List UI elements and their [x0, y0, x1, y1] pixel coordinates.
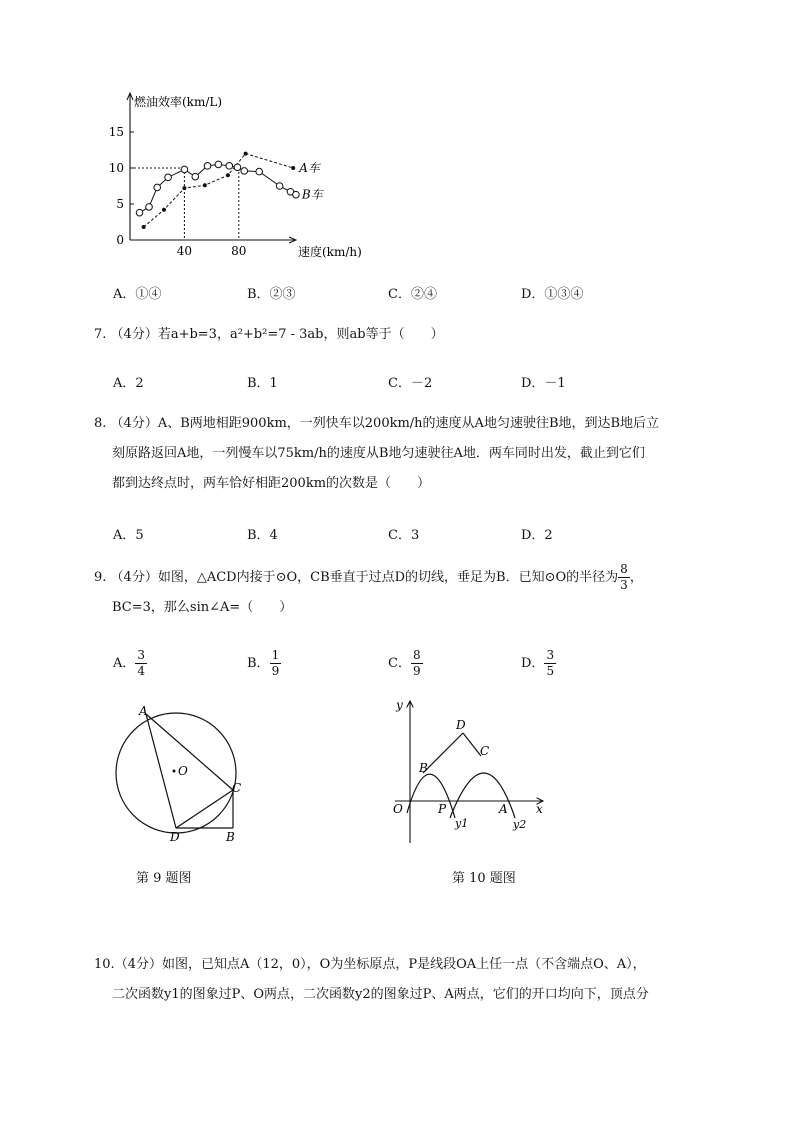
q9-line1-end: ，	[629, 570, 643, 585]
q9-option-b-num: 1	[271, 648, 280, 662]
series-b-point	[226, 163, 233, 170]
q9-option-d	[521, 648, 556, 679]
q8-option-c: C．3	[388, 528, 420, 543]
series-b-line	[140, 164, 296, 212]
y-axis-label: 燃油效率(km/L)	[134, 95, 223, 109]
series-b-point	[215, 161, 222, 168]
series-b-point	[146, 204, 153, 211]
segment-dc	[463, 733, 481, 756]
q9-option-b-den: 9	[271, 664, 280, 678]
series-a-label: A车	[299, 161, 320, 175]
q8-line1: A、B两地相距900km，一列快车以200km/h的速度从A地匀速驶往B地，到达B地后立	[157, 416, 660, 431]
q10-number: 10.	[94, 957, 115, 972]
parabola-y1	[407, 774, 455, 818]
question-10	[94, 950, 649, 1010]
fig10-label-p: P	[438, 802, 447, 816]
series-a-point	[226, 173, 230, 177]
q8-option-b: B．4	[247, 528, 278, 543]
series-b-point	[276, 183, 283, 190]
fig9-label-c: C	[232, 781, 242, 795]
segment-ad	[146, 714, 176, 828]
fuel-efficiency-chart	[100, 88, 380, 266]
fig10-label-o: O	[393, 802, 403, 816]
q7-option-d: D．－1	[521, 376, 566, 391]
fig9-label-d: D	[170, 830, 180, 844]
fig9-label-o: O	[178, 764, 188, 778]
q9-option-d-label: D．	[521, 656, 545, 671]
q8-number: 8.	[94, 416, 107, 431]
question-7	[94, 320, 444, 350]
series-a-point	[291, 166, 295, 170]
q7-option-a: A．2	[113, 376, 144, 391]
fig10-label-x: x	[536, 802, 543, 816]
q9-option-a-num: 3	[137, 648, 146, 662]
q9-option-b	[247, 648, 281, 679]
q10-line1: 如图，已知点A（12，0），O为坐标原点，P是线段OA上任一点（不含端点O、A），	[161, 957, 646, 972]
y-tick-label: 15	[108, 125, 124, 139]
q6-option-a: A．①④	[113, 287, 162, 302]
q9-option-d-den: 5	[546, 664, 555, 678]
series-b-point	[154, 184, 161, 191]
series-b-point	[192, 173, 199, 180]
q7-number: 7.	[94, 327, 107, 342]
series-a-point	[203, 183, 207, 187]
q8-line3: 都到达终点时，两车恰好相距200km的次数是（ ）	[112, 476, 431, 491]
q7-option-b: B．1	[247, 376, 278, 391]
q6-option-d: D．①③④	[521, 287, 584, 302]
y-tick-label: 0	[116, 233, 124, 247]
figure-10-caption: 第 10 题图	[452, 871, 516, 886]
fig9-label-b: B	[226, 830, 235, 844]
q9-option-a-den: 4	[137, 664, 146, 678]
x-tick-label: 40	[176, 244, 193, 258]
fig10-label-d: D	[456, 718, 466, 732]
series-a-point	[244, 152, 248, 156]
series-a-point	[142, 225, 146, 229]
q10-score: （4分）	[114, 957, 162, 972]
q9-option-a	[113, 648, 147, 679]
y-tick-label: 5	[116, 197, 124, 211]
series-b-point	[293, 191, 300, 198]
q9-option-c-label: C．	[388, 656, 411, 671]
q7-score: （4分）	[110, 327, 158, 342]
q9-radius-fraction	[618, 562, 630, 593]
series-b-point	[241, 168, 248, 175]
q9-option-d-num: 3	[546, 648, 555, 662]
question-8	[94, 409, 659, 499]
segment-ac	[146, 714, 233, 790]
q9-line1: 如图，△ACD内接于⊙O，CB垂直于过点D的切线，垂足为B．已知⊙O的半径为	[157, 570, 619, 585]
fig10-label-b: B	[419, 761, 428, 775]
q9-line2: BC=3，那么sin∠A=（ ）	[112, 600, 293, 615]
series-b-point	[204, 163, 211, 170]
q10-line2: 二次函数y1的图象过P、O两点，二次函数y2的图象过P、A两点，它们的开口均向下，顶点分	[112, 987, 649, 1002]
q9-option-c-den: 9	[412, 664, 421, 678]
fig9-label-a: A	[139, 704, 148, 718]
fig10-label-c: C	[480, 744, 490, 758]
q9-radius-num: 8	[620, 562, 628, 576]
q8-score: （4分）	[110, 416, 158, 431]
figure-9-caption: 第 9 题图	[136, 871, 192, 886]
series-b-point	[181, 166, 188, 173]
circle-o	[116, 713, 236, 833]
x-axis-label: 速度(km/h)	[298, 245, 362, 259]
q8-line2: 刻原路返回A地，一列慢车以75km/h的速度从B地匀速驶往A地．两车同时出发，截止到它们	[112, 446, 645, 461]
q8-option-a: A．5	[113, 528, 144, 543]
series-b-point	[234, 164, 241, 171]
y-tick-label: 10	[108, 161, 124, 175]
q7-option-c: C．－2	[388, 376, 433, 391]
q9-option-a-label: A．	[113, 656, 136, 671]
q6-option-b: B．②③	[247, 287, 296, 302]
segment-bd	[423, 733, 463, 773]
q9-radius-den: 3	[620, 578, 628, 592]
q9-number: 9.	[94, 570, 107, 585]
figure-10-parabola-diagram	[385, 693, 555, 843]
series-b-point	[165, 174, 172, 181]
fig10-label-y: y	[396, 698, 403, 712]
fig10-label-y2: y2	[513, 818, 527, 831]
series-a-point	[162, 208, 166, 212]
q9-option-c-num: 8	[412, 648, 421, 662]
figure-9-circle-diagram	[108, 700, 248, 850]
x-tick-label: 80	[231, 244, 247, 258]
center-point	[173, 770, 176, 773]
q6-option-c: C．②④	[388, 287, 437, 302]
series-b-point	[256, 168, 263, 175]
q9-score: （4分）	[110, 570, 158, 585]
q7-text: 若a+b=3，a²+b²=7 - 3ab，则ab等于（ ）	[157, 327, 444, 342]
q9-option-c	[388, 648, 423, 679]
q9-option-b-label: B．	[247, 656, 270, 671]
series-b-point	[136, 209, 143, 216]
fig10-label-a: A	[499, 802, 508, 816]
fig10-label-y1: y1	[455, 817, 469, 830]
series-a-point	[182, 186, 186, 190]
series-b-label: B车	[301, 187, 323, 202]
q8-option-d: D．2	[521, 528, 553, 543]
question-9	[94, 562, 643, 621]
